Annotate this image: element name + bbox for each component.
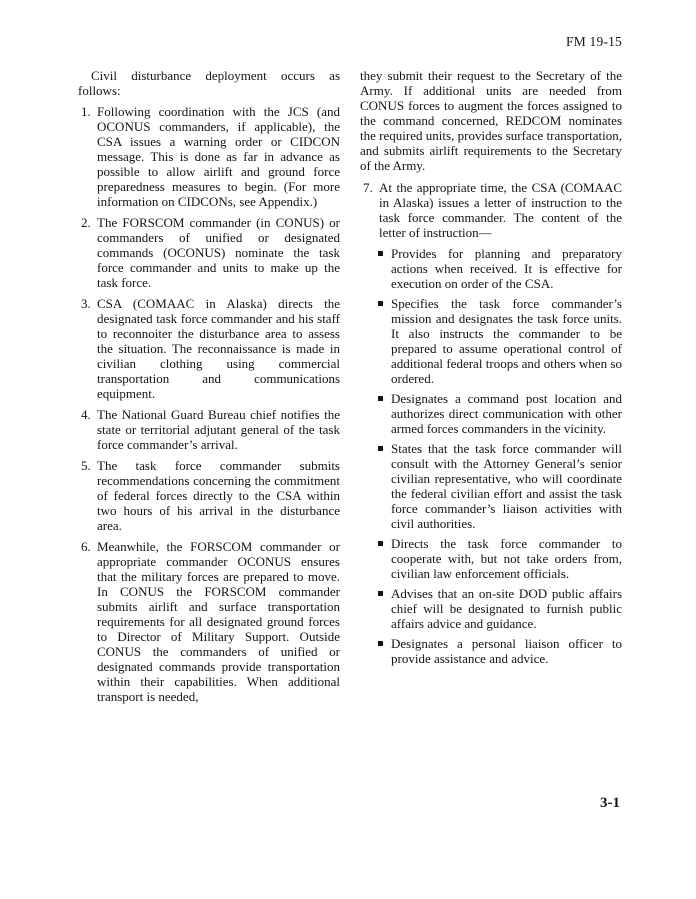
bullet-item xyxy=(378,296,622,386)
bullet-item xyxy=(378,586,622,631)
continuation-paragraph: they submit their request to the Secretary of the Army. If additional units are needed from CONUS forces to augment the forces assigned to the command concerned, REDCOM nominates the required units, provides surface transportation, and submits airlift requirements to the Secretary of the Army. xyxy=(360,68,622,173)
numbered-item-6 xyxy=(78,539,340,704)
bullet-list xyxy=(360,246,622,666)
bullet-item xyxy=(378,391,622,436)
bullet-text: Designates a personal liaison officer to provide assistance and advice. xyxy=(391,636,622,666)
item-number: 2. xyxy=(81,215,91,230)
item-text: At the appropriate time, the CSA (COMAAC in Alaska) issues a letter of instruction to the task force commander. The content of the letter of instruction— xyxy=(379,180,622,240)
intro-paragraph: Civil disturbance deployment occurs as follows: xyxy=(78,68,340,98)
item-text: Meanwhile, the FORSCOM commander or appropriate commander OCONUS ensures that the military forces are prepared to move. In CONUS the FORSCOM commander submits airlift and surface transportation requirements for all designated ground forces to Director of Military Support. Outside CONUS the commanders of unified or designated commands provide transportation within their capabilities. When additional transport is needed, xyxy=(97,539,340,704)
item-number: 4. xyxy=(81,407,91,422)
bullet-square-icon xyxy=(378,446,383,451)
bullet-item xyxy=(378,246,622,291)
two-column-layout xyxy=(78,68,622,710)
item-text: Following coordination with the JCS (and OCONUS commanders, if applicable), the CSA issues a warning order or CIDCON message. This is done as far in advance as possible to allow airlift and ground force preparedness measures to begin. (For more information on CIDCONs, see Appendix.) xyxy=(97,104,340,209)
bullet-square-icon xyxy=(378,301,383,306)
numbered-item-7 xyxy=(360,180,622,240)
bullet-text: Specifies the task force commander’s mission and designates the task force units. It also instructs the commander to be prepared to assume operational control of additional federal troops and others when so ordered. xyxy=(391,296,622,386)
bullet-square-icon xyxy=(378,251,383,256)
bullet-text: Directs the task force commander to cooperate with, but not take orders from, civilian law enforcement officials. xyxy=(391,536,622,581)
page-header xyxy=(78,34,622,49)
item-number: 3. xyxy=(81,296,91,311)
item-number: 5. xyxy=(81,458,91,473)
left-column xyxy=(78,68,340,710)
bullet-text: Provides for planning and preparatory actions when received. It is effective for execution on order of the CSA. xyxy=(391,246,622,291)
numbered-item-3 xyxy=(78,296,340,401)
doc-number: FM 19-15 xyxy=(566,34,622,49)
bullet-text: Designates a command post location and authorizes direct communication with other armed forces commanders in the vicinity. xyxy=(391,391,622,436)
numbered-item-2 xyxy=(78,215,340,290)
bullet-text: States that the task force commander will consult with the Attorney General’s senior civilian representative, who will coordinate the federal civilian effort and assist the task force commander’s liaison activities with civil authorities. xyxy=(391,441,622,531)
bullet-text: Advises that an on-site DOD public affairs chief will be designated to furnish public affairs advice and guidance. xyxy=(391,586,622,631)
page-number: 3-1 xyxy=(600,795,620,811)
bullet-square-icon xyxy=(378,396,383,401)
bullet-square-icon xyxy=(378,541,383,546)
item-text: The task force commander submits recommendations concerning the commitment of federal forces directly to the CSA within two hours of his arrival in the disturbance area. xyxy=(97,458,340,533)
item-number: 6. xyxy=(81,539,91,554)
numbered-item-4 xyxy=(78,407,340,452)
bullet-item xyxy=(378,636,622,666)
numbered-item-1 xyxy=(78,104,340,209)
bullet-item xyxy=(378,441,622,531)
bullet-square-icon xyxy=(378,641,383,646)
item-text: The National Guard Bureau chief notifies the state or territorial adjutant general of the task force commander’s arrival. xyxy=(97,407,340,452)
item-number: 1. xyxy=(81,104,91,119)
right-column xyxy=(360,68,622,710)
bullet-square-icon xyxy=(378,591,383,596)
numbered-item-5 xyxy=(78,458,340,533)
item-text: CSA (COMAAC in Alaska) directs the designated task force commander and his staff to reconnoiter the disturbance area to assess the situation. The reconnaissance is made in civilian clothing using commercial transportation and communications equipment. xyxy=(97,296,340,401)
item-text: The FORSCOM commander (in CONUS) or commanders of unified or designated commands (OCONUS) nominate the task force commander and units to make up the task force. xyxy=(97,215,340,290)
bullet-item xyxy=(378,536,622,581)
item-number: 7. xyxy=(363,180,373,195)
